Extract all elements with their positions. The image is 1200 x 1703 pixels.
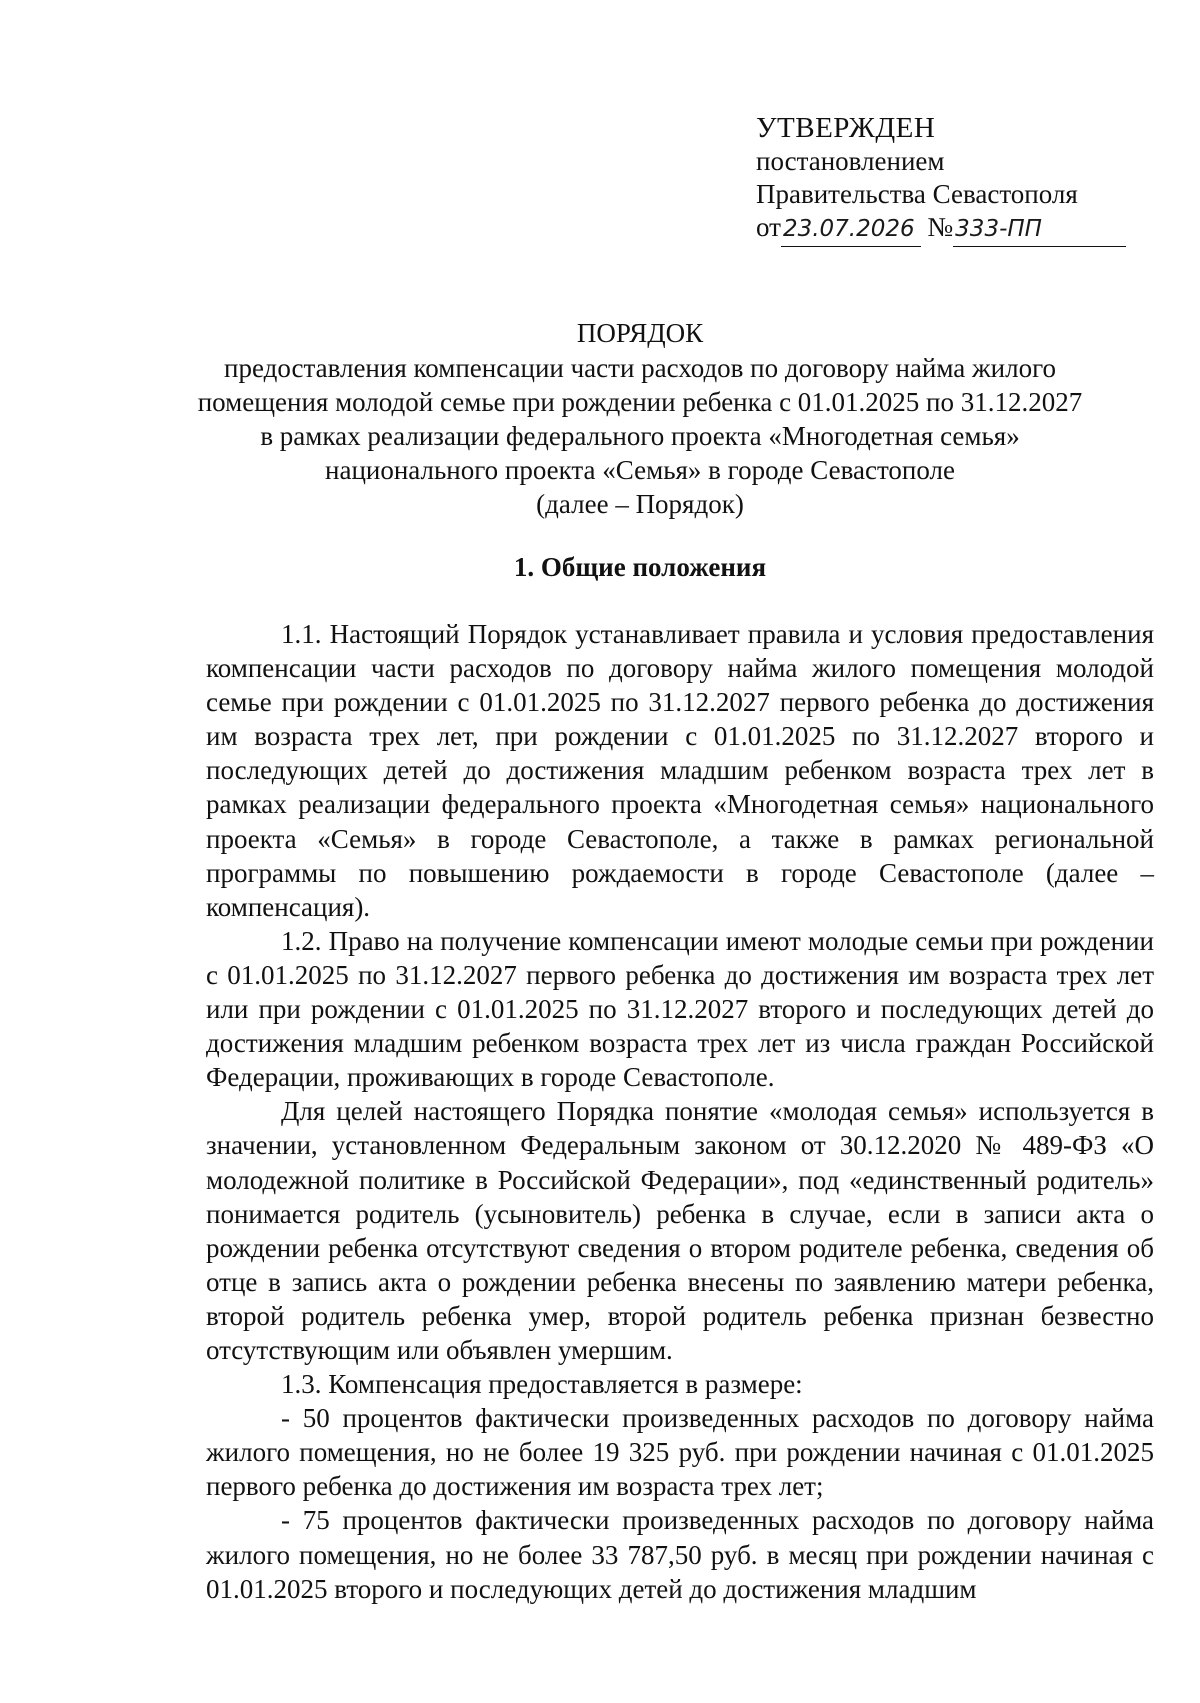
document-title-block — [120, 316, 1160, 521]
approval-line-resolution: постановлением — [756, 146, 945, 176]
section-body — [206, 617, 1154, 1606]
handwritten-date: 23.07.2026 — [781, 213, 921, 247]
paragraph-1-3: 1.3. Компенсация предоставляется в размере: — [281, 1369, 803, 1400]
approval-block — [756, 112, 1156, 247]
approval-line-government: Правительства Севастополя — [756, 179, 1078, 209]
number-prefix: № — [927, 212, 954, 242]
title-line: (далее – Порядок) — [536, 489, 744, 519]
list-item-50-percent: - 50 процентов фактически произведенных расходов по договору найма жилого помещения, но не более 19 325 руб. при рождении начиная с 01.01.2025 первого ребенка до достижения им возраста трех лет; — [206, 1403, 1154, 1502]
approval-date-number-line — [756, 211, 1156, 247]
list-item-75-percent: - 75 процентов фактически произведенных расходов по договору найма жилого помещения, но не более 33 787,50 руб. в месяц при рождении начиная с 01.01.2025 второго и последующих детей до достижения младшим — [206, 1505, 1154, 1604]
handwritten-number: 333-ПП — [953, 213, 1126, 247]
document-title: ПОРЯДОК — [576, 318, 704, 348]
title-line: национального проекта «Семья» в городе Севастополе — [325, 455, 955, 485]
date-prefix: от — [756, 212, 781, 242]
title-line: предоставления компенсации части расходов по договору найма жилого — [224, 353, 1056, 383]
title-line: помещения молодой семье при рождении ребенка с 01.01.2025 по 31.12.2027 — [197, 387, 1083, 417]
title-line: в рамках реализации федерального проекта «Многодетная семья» — [260, 421, 1020, 451]
paragraph-definitions: Для целей настоящего Порядка понятие «молодая семья» используется в значении, установленном Федеральным законом от 30.12.2020 № 489-ФЗ «О молодежной политике в Российской Федерации», под «единственный родитель» понимается родитель (усыновитель) ребенка в случае, если в записи акта о рождении ребенка отсутствуют сведения о втором родителе ребенка, сведения об отце в запись акта о рождении ребенка внесены по заявлению матери ребенка, второй родитель ребенка умер, второй родитель ребенка признан безвестно отсутствующим или объявлен умершим. — [206, 1096, 1154, 1365]
paragraph-1-2: 1.2. Право на получение компенсации имеют молодые семьи при рождении с 01.01.2025 по 31.12.2027 первого ребенка до достижения им возраста трех лет или при рождении с 01.01.2025 по 31.12.2027 второго и последующих детей до достижения младшим ребенком возраста трех лет из числа граждан Российской Федерации, проживающих в городе Севастополе. — [206, 925, 1154, 1093]
paragraph-1-1: 1.1. Настоящий Порядок устанавливает правила и условия предоставления компенсации части расходов по договору найма жилого помещения молодой семье при рождении с 01.01.2025 по 31.12.2027 первого ребенка до достижения им возраста трех лет, при рождении с 01.01.2025 по 31.12.2027 второго и последующих детей до достижения младшим ребенком возраста трех лет в рамках реализации федерального проекта «Многодетная семья» национального проекта «Семья» в городе Севастополе, а также в рамках региональной программы по повышению рождаемости в городе Севастополе (далее – компенсация). — [206, 619, 1154, 922]
section-heading: 1. Общие положения — [513, 552, 767, 582]
approval-stamp: УТВЕРЖДЕН — [756, 112, 936, 144]
